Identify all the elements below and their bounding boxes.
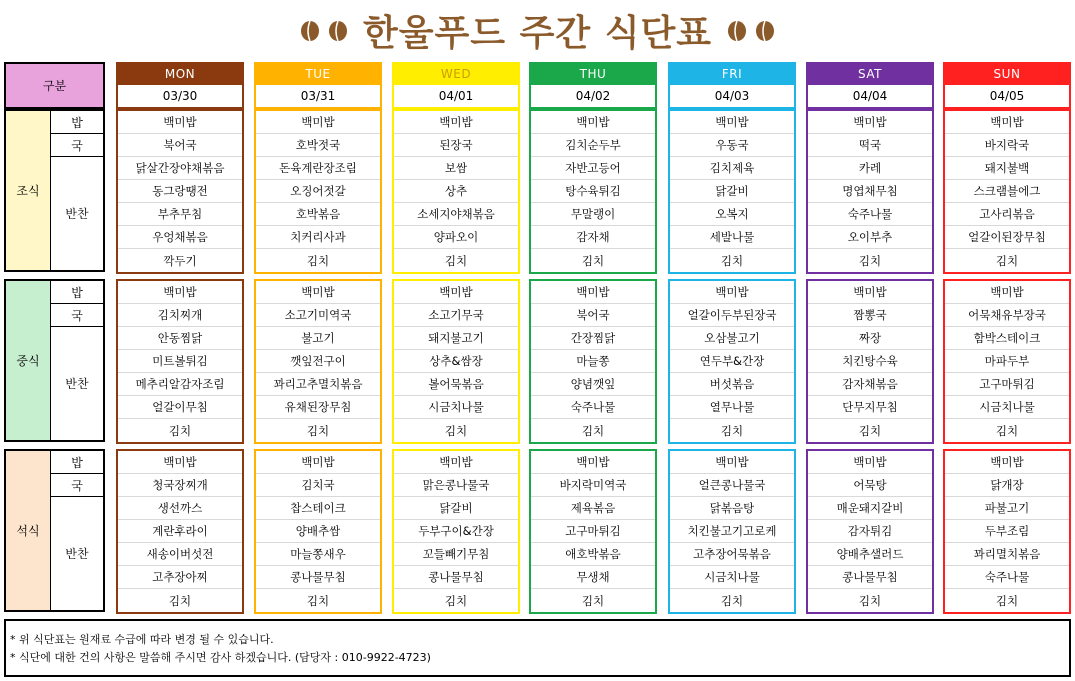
menu-item: 감자채: [531, 226, 655, 249]
menu-item: 된장국: [394, 134, 518, 157]
menu-item: 백미밥: [256, 111, 380, 134]
day-date: 04/05: [943, 85, 1071, 109]
menu-item: 계란후라이: [118, 520, 242, 543]
menu-item: 호박볶음: [256, 203, 380, 226]
title-decoration-left: [299, 18, 349, 42]
menu-item: 숙주나물: [945, 566, 1069, 589]
meal-block-dinner: [4, 449, 105, 612]
menu-dinner: [529, 449, 657, 614]
menu-item: 세발나물: [670, 226, 794, 249]
menu-dinner: [668, 449, 796, 614]
menu-item: 오징어젓갈: [256, 180, 380, 203]
menu-item: 마늘쫑새우: [256, 543, 380, 566]
day-header: THU: [529, 62, 657, 85]
meal-name: 석식: [6, 451, 51, 610]
menu-item: 생선까스: [118, 497, 242, 520]
menu-dinner: [806, 449, 934, 614]
menu-item: 백미밥: [394, 111, 518, 134]
menu-item: 백미밥: [945, 451, 1069, 474]
sub-side: 반찬: [51, 157, 103, 270]
menu-item: 얼큰콩나물국: [670, 474, 794, 497]
title-decoration-right: [726, 18, 776, 42]
menu-item: 김치제육: [670, 157, 794, 180]
menu-item: 카레: [808, 157, 932, 180]
menu-item: 닭갈비: [394, 497, 518, 520]
menu-item: 콩나물무침: [394, 566, 518, 589]
menu-item: 김치: [858, 593, 882, 608]
menu-item: 꽈리고추멸치볶음: [256, 373, 380, 396]
menu-item: 미트볼튀김: [118, 350, 242, 373]
menu-item: 백미밥: [945, 111, 1069, 134]
header-label: 구분: [4, 62, 105, 109]
menu-item: 콩나물무침: [256, 566, 380, 589]
menu-item: 북어국: [118, 134, 242, 157]
footer-note: * 위 식단표는 원재료 수급에 따라 변경 될 수 있습니다.: [10, 633, 274, 646]
menu-item: 백미밥: [670, 451, 794, 474]
footer-note: * 식단에 대한 건의 사항은 말씀해 주시면 감사 하겠습니다. (담당자 : 010-9922-4723): [10, 651, 431, 664]
menu-lunch: [392, 279, 520, 444]
menu-item: 볼어묵볶음: [394, 373, 518, 396]
menu-item: 양배추샐러드: [808, 543, 932, 566]
menu-item: 김치: [168, 423, 192, 438]
sub-rice: 밥: [51, 281, 103, 304]
menu-item: 소고기무국: [394, 304, 518, 327]
menu-item: 양파오이: [394, 226, 518, 249]
menu-item: 김치: [306, 593, 330, 608]
menu-item: 제육볶음: [531, 497, 655, 520]
menu-item: 닭볶음탕: [670, 497, 794, 520]
menu-item: 백미밥: [670, 281, 794, 304]
menu-item: 시금치나물: [945, 396, 1069, 419]
menu-item: 스크램블에그: [945, 180, 1069, 203]
day-header: SUN: [943, 62, 1071, 85]
menu-lunch: [806, 279, 934, 444]
day-date: 04/02: [529, 85, 657, 109]
menu-item: 김치: [720, 423, 744, 438]
menu-item: 닭살간장야채볶음: [118, 157, 242, 180]
menu-item: 백미밥: [945, 281, 1069, 304]
menu-item: 백미밥: [531, 281, 655, 304]
menu-item: 깻잎전구이: [256, 350, 380, 373]
menu-item: 북어국: [531, 304, 655, 327]
menu-item: 안동찜닭: [118, 327, 242, 350]
menu-item: 시금치나물: [394, 396, 518, 419]
menu-item: 김치국: [256, 474, 380, 497]
menu-item: 김치: [444, 593, 468, 608]
menu-item: 백미밥: [808, 281, 932, 304]
menu-item: 김치: [581, 253, 605, 268]
day-date: 04/03: [668, 85, 796, 109]
menu-item: 함박스테이크: [945, 327, 1069, 350]
menu-item: 백미밥: [808, 111, 932, 134]
menu-item: 꼬들빼기무침: [394, 543, 518, 566]
menu-item: 애호박볶음: [531, 543, 655, 566]
menu-item: 소고기미역국: [256, 304, 380, 327]
menu-breakfast: [668, 109, 796, 274]
menu-item: 치킨탕수육: [808, 350, 932, 373]
menu-item: 백미밥: [670, 111, 794, 134]
menu-item: 김치: [444, 423, 468, 438]
day-header: FRI: [668, 62, 796, 85]
menu-item: 두부조림: [945, 520, 1069, 543]
menu-item: 김치: [306, 253, 330, 268]
menu-item: 짜장: [808, 327, 932, 350]
menu-item: 바지락미역국: [531, 474, 655, 497]
menu-item: 감자채볶음: [808, 373, 932, 396]
coffee-bean-icon: [327, 18, 349, 42]
menu-item: 얼갈이무침: [118, 396, 242, 419]
menu-item: 숙주나물: [808, 203, 932, 226]
menu-item: 새송이버섯전: [118, 543, 242, 566]
menu-item: 김치: [444, 253, 468, 268]
menu-item: 오이부추: [808, 226, 932, 249]
menu-item: 양배추쌈: [256, 520, 380, 543]
menu-item: 어묵탕: [808, 474, 932, 497]
menu-breakfast: [806, 109, 934, 274]
menu-item: 치킨불고기고로케: [670, 520, 794, 543]
menu-dinner: [254, 449, 382, 614]
menu-item: 돼지불백: [945, 157, 1069, 180]
menu-lunch: [668, 279, 796, 444]
day-column-sat: [806, 62, 934, 614]
menu-item: 찹스테이크: [256, 497, 380, 520]
day-header: TUE: [254, 62, 382, 85]
menu-item: 고추장아찌: [118, 566, 242, 589]
menu-item: 백미밥: [118, 281, 242, 304]
menu-item: 백미밥: [531, 451, 655, 474]
menu-item: 감자튀김: [808, 520, 932, 543]
menu-item: 김치: [581, 423, 605, 438]
menu-item: 돼지불고기: [394, 327, 518, 350]
menu-item: 백미밥: [256, 451, 380, 474]
menu-breakfast: [943, 109, 1071, 274]
day-date: 03/31: [254, 85, 382, 109]
menu-item: 부추무침: [118, 203, 242, 226]
menu-dinner: [116, 449, 244, 614]
menu-item: 고추장어묵볶음: [670, 543, 794, 566]
menu-item: 백미밥: [394, 281, 518, 304]
menu-item: 백미밥: [256, 281, 380, 304]
menu-item: 연두부&간장: [670, 350, 794, 373]
menu-item: 백미밥: [118, 451, 242, 474]
menu-item: 양념깻잎: [531, 373, 655, 396]
meal-name: 조식: [6, 111, 51, 270]
page-title: 한울푸드 주간 식단표: [362, 12, 713, 54]
meal-block-lunch: [4, 279, 105, 442]
day-header: WED: [392, 62, 520, 85]
menu-item: 백미밥: [118, 111, 242, 134]
menu-breakfast: [116, 109, 244, 274]
menu-lunch: [254, 279, 382, 444]
menu-item: 김치: [720, 593, 744, 608]
menu-item: 김치: [858, 423, 882, 438]
menu-item: 고구마튀김: [531, 520, 655, 543]
menu-item: 김치: [995, 253, 1019, 268]
menu-item: 김치: [995, 423, 1019, 438]
menu-item: 김치: [306, 423, 330, 438]
day-column-fri: [668, 62, 796, 614]
menu-item: 김치: [581, 593, 605, 608]
menu-item: 고구마튀김: [945, 373, 1069, 396]
menu-item: 김치찌개: [118, 304, 242, 327]
menu-item: 메추리알감자조림: [118, 373, 242, 396]
menu-item: 오복지: [670, 203, 794, 226]
menu-item: 얼갈이두부된장국: [670, 304, 794, 327]
menu-item: 짬뽕국: [808, 304, 932, 327]
menu-item: 김치순두부: [531, 134, 655, 157]
menu-item: 숙주나물: [531, 396, 655, 419]
sub-soup: 국: [51, 134, 103, 157]
menu-dinner: [943, 449, 1071, 614]
menu-lunch: [529, 279, 657, 444]
menu-item: 상추&쌈장: [394, 350, 518, 373]
menu-item: 얼갈이된장무침: [945, 226, 1069, 249]
menu-item: 백미밥: [808, 451, 932, 474]
menu-item: 상추: [394, 180, 518, 203]
menu-dinner: [392, 449, 520, 614]
menu-item: 소세지야채볶음: [394, 203, 518, 226]
menu-item: 두부구이&간장: [394, 520, 518, 543]
menu-item: 열무나물: [670, 396, 794, 419]
menu-item: 떡국: [808, 134, 932, 157]
menu-breakfast: [254, 109, 382, 274]
sub-soup: 국: [51, 304, 103, 327]
meal-block-breakfast: [4, 109, 105, 272]
menu-lunch: [943, 279, 1071, 444]
menu-item: 호박젓국: [256, 134, 380, 157]
coffee-bean-icon: [299, 18, 321, 42]
day-header: MON: [116, 62, 244, 85]
menu-item: 마늘쫑: [531, 350, 655, 373]
day-date: 04/01: [392, 85, 520, 109]
day-column-sun: [943, 62, 1071, 614]
menu-item: 치커리사과: [256, 226, 380, 249]
footer-notes: [4, 619, 1071, 677]
meal-name: 중식: [6, 281, 51, 440]
menu-item: 불고기: [256, 327, 380, 350]
menu-item: 무말랭이: [531, 203, 655, 226]
menu-item: 단무지무침: [808, 396, 932, 419]
menu-item: 바지락국: [945, 134, 1069, 157]
day-column-mon: [116, 62, 244, 614]
menu-item: 고사리볶음: [945, 203, 1069, 226]
menu-item: 백미밥: [531, 111, 655, 134]
menu-lunch: [116, 279, 244, 444]
day-column-tue: [254, 62, 382, 614]
day-header: SAT: [806, 62, 934, 85]
sub-soup: 국: [51, 474, 103, 497]
menu-item: 김치: [720, 253, 744, 268]
menu-item: 간장찜닭: [531, 327, 655, 350]
menu-item: 명엽채무침: [808, 180, 932, 203]
day-date: 03/30: [116, 85, 244, 109]
coffee-bean-icon: [754, 18, 776, 42]
sub-rice: 밥: [51, 111, 103, 134]
menu-item: 버섯볶음: [670, 373, 794, 396]
menu-item: 동그랑땡전: [118, 180, 242, 203]
menu-item: 탕수육튀김: [531, 180, 655, 203]
menu-item: 시금치나물: [670, 566, 794, 589]
day-column-thu: [529, 62, 657, 614]
menu-item: 무생채: [531, 566, 655, 589]
menu-item: 보쌈: [394, 157, 518, 180]
menu-item: 오삼불고기: [670, 327, 794, 350]
menu-item: 김치: [995, 593, 1019, 608]
menu-item: 유채된장무침: [256, 396, 380, 419]
menu-item: 우엉채볶음: [118, 226, 242, 249]
menu-item: 백미밥: [394, 451, 518, 474]
menu-item: 맑은콩나물국: [394, 474, 518, 497]
title-bar: [0, 0, 1075, 60]
sub-side: 반찬: [51, 327, 103, 440]
menu-item: 마파두부: [945, 350, 1069, 373]
menu-breakfast: [529, 109, 657, 274]
menu-item: 김치: [168, 593, 192, 608]
menu-item: 파불고기: [945, 497, 1069, 520]
menu-breakfast: [392, 109, 520, 274]
menu-item: 닭갈비: [670, 180, 794, 203]
menu-item: 청국장찌개: [118, 474, 242, 497]
menu-item: 어묵채유부장국: [945, 304, 1069, 327]
sub-rice: 밥: [51, 451, 103, 474]
menu-item: 콩나물무침: [808, 566, 932, 589]
menu-item: 닭개장: [945, 474, 1069, 497]
coffee-bean-icon: [726, 18, 748, 42]
day-date: 04/04: [806, 85, 934, 109]
day-column-wed: [392, 62, 520, 614]
sub-side: 반찬: [51, 497, 103, 610]
menu-item: 김치: [858, 253, 882, 268]
menu-item: 자반고등어: [531, 157, 655, 180]
menu-item: 우동국: [670, 134, 794, 157]
menu-item: 깍두기: [163, 253, 197, 268]
menu-item: 매운돼지갈비: [808, 497, 932, 520]
menu-item: 꽈리멸치볶음: [945, 543, 1069, 566]
menu-item: 돈육계란장조림: [256, 157, 380, 180]
